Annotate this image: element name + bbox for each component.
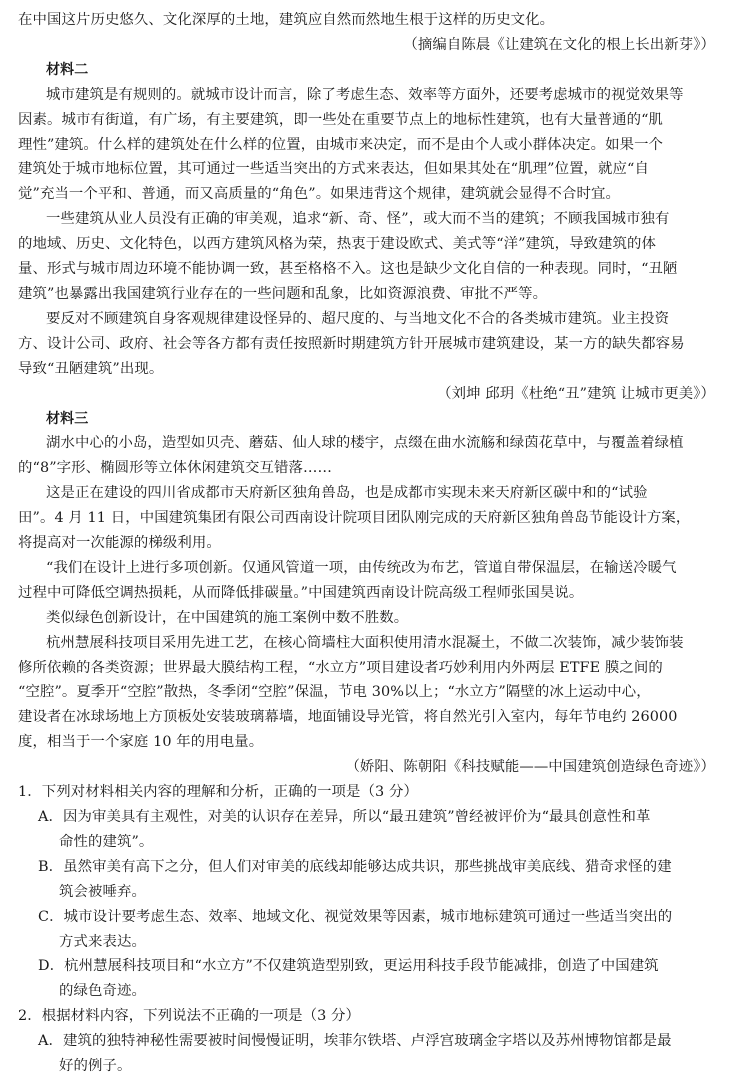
text-line: 这是正在建设的四川省成都市天府新区独角兽岛，也是成都市实现未来天府新区碳中和的“试验 (46, 485, 648, 502)
answer-option: C．城市设计要考虑生态、效率、地域文化、视觉效果等因素，城市地标建筑可通过一些适当突出的 (38, 908, 673, 925)
text-line: 量、形式与城市周边环境不能协调一致，甚至格格不入。这也是缺少文化自信的一种表现。同时，“丑陋 (18, 261, 678, 278)
text-line: “我们在设计上进行多项创新。仅通风管道一项，由传统改为布艺，管道自带保温层，在输送冷暖气 (46, 559, 677, 576)
source-citation: （刘坤 邱玥《杜绝“丑”建筑 让城市更美》） (437, 385, 715, 402)
answer-option: 的绿色奇迹。 (59, 983, 146, 1000)
text-line: 建筑”也暴露出我国建筑行业存在的一些问题和乱象，比如资源浪费、审批不严等。 (18, 285, 548, 302)
text-line: 的地域、历史、文化特色，以西方建筑风格为荣，热衷于建设欧式、美式等“洋”建筑，导致建筑的体 (18, 236, 657, 253)
text-line: 类似绿色创新设计，在中国建筑的施工案例中数不胜数。 (46, 609, 409, 626)
question-stem: 2．根据材料内容，下列说法不正确的一项是（3 分） (18, 1008, 360, 1025)
answer-option: 筑会被唾弃。 (59, 883, 146, 900)
section-heading: 材料二 (46, 61, 89, 78)
text-line: 在中国这片历史悠久、文化深厚的土地，建筑应自然而然地生根于这样的历史文化。 (18, 12, 555, 28)
section-heading: 材料三 (46, 410, 89, 427)
text-line: 建筑处于城市地标位置，其可通过一些适当突出的方式来表达，但如果其处在“肌理”位置，就应“自 (18, 161, 649, 178)
text-line: 修所依赖的各类资源；世界最大膜结构工程，“水立方”项目建设者巧妙利用内外两层 ETFE 膜之间的 (18, 659, 663, 676)
source-citation: （摘编自陈晨《让建筑在文化的根上长出新芽》） (403, 36, 715, 53)
text-line: 一些建筑从业人员没有正确的审美观，追求“新、奇、怪”，或大而不当的建筑；不顾我国城市独有 (46, 211, 670, 228)
answer-option: A．因为审美具有主观性，对美的认识存在差异，所以“最丑建筑”曾经被评价为“最具创意性和革 (38, 809, 651, 825)
text-line: “空腔”。夏季开“空腔”散热，冬季闭“空腔”保温，节电 30%以上；“水立方”隔壁的冰上运动中心， (18, 684, 651, 701)
answer-option: B．虽然审美有高下之分，但人们对审美的底线却能够达成共识，那些挑战审美底线、猎奇求怪的建 (38, 858, 672, 875)
text-line: 导致“丑陋建筑”出现。 (18, 360, 164, 377)
text-line: 城市建筑是有规则的。就城市设计而言，除了考虑生态、效率等方面外，还要考虑城市的视觉效果等 (46, 86, 684, 103)
text-line: 的“8”字形、椭圆形等立体休闲建筑交互错落…… (18, 460, 332, 477)
answer-option: D．杭州慧展科技项目和“水立方”不仅建筑造型别致，更运用科技手段节能减排，创造了中国建筑 (38, 958, 659, 975)
text-line: 觉”充当一个平和、普通，而又高质量的“角色”。如果违背这个规律，建筑就会显得不合时宜。 (18, 186, 620, 203)
text-line: 将提高对一次能源的梯级利用。 (18, 535, 221, 552)
answer-option: 命性的建筑”。 (59, 833, 154, 850)
text-line: 因素。城市有街道，有广场，有主要建筑，即一些处在重要节点上的地标性建筑，也有大量普通的“肌 (18, 111, 664, 128)
text-line: 方、设计公司、政府、社会等各方都有责任按照新时期建筑方针开展城市建筑建设，某一方的缺失都容易 (18, 335, 685, 352)
question-stem: 1．下列对材料相关内容的理解和分析，正确的一项是（3 分） (18, 784, 418, 801)
text-line: 度，相当于一个家庭 10 年的用电量。 (18, 734, 264, 751)
text-line: 杭州慧展科技项目采用先进工艺，在核心筒墙柱大面积使用清水混凝土，不做二次装饰，减少装饰装 (46, 634, 684, 651)
answer-option: 方式来表达。 (59, 933, 146, 950)
answer-option: 好的例子。 (59, 1058, 132, 1075)
text-line: 要反对不顾建筑自身客观规律建设怪异的、超尺度的、与当地文化不合的各类城市建筑。业主投资 (46, 310, 670, 327)
source-citation: （娇阳、陈朝阳《科技赋能——中国建筑创造绿色奇迹》） (345, 759, 715, 776)
text-line: 湖水中心的小岛，造型如贝壳、蘑菇、仙人球的楼宇，点缀在曲水流觞和绿茵花草中，与覆盖着绿植 (46, 435, 684, 452)
text-line: 田”。4 月 11 日，中国建筑集团有限公司西南设计院项目团队刚完成的天府新区独角兽岛节能设计方案， (18, 510, 691, 527)
answer-option: A．建筑的独特神秘性需要被时间慢慢证明，埃菲尔铁塔、卢浮宫玻璃金字塔以及苏州博物馆都是最 (38, 1033, 672, 1050)
text-line: 理性”建筑。什么样的建筑处在什么样的位置，由城市来决定，而不是由个人或小群体决定。如果一个 (18, 136, 664, 153)
text-line: 建设者在冰球场地上方顶板处安装玻璃幕墙，地面铺设导光管，将自然光引入室内，每年节电约 26000 (18, 709, 678, 726)
text-line: 过程中可降低空调热损耗，从而降低排碳量。”中国建筑西南设计院高级工程师张国昊说。 (18, 584, 584, 601)
